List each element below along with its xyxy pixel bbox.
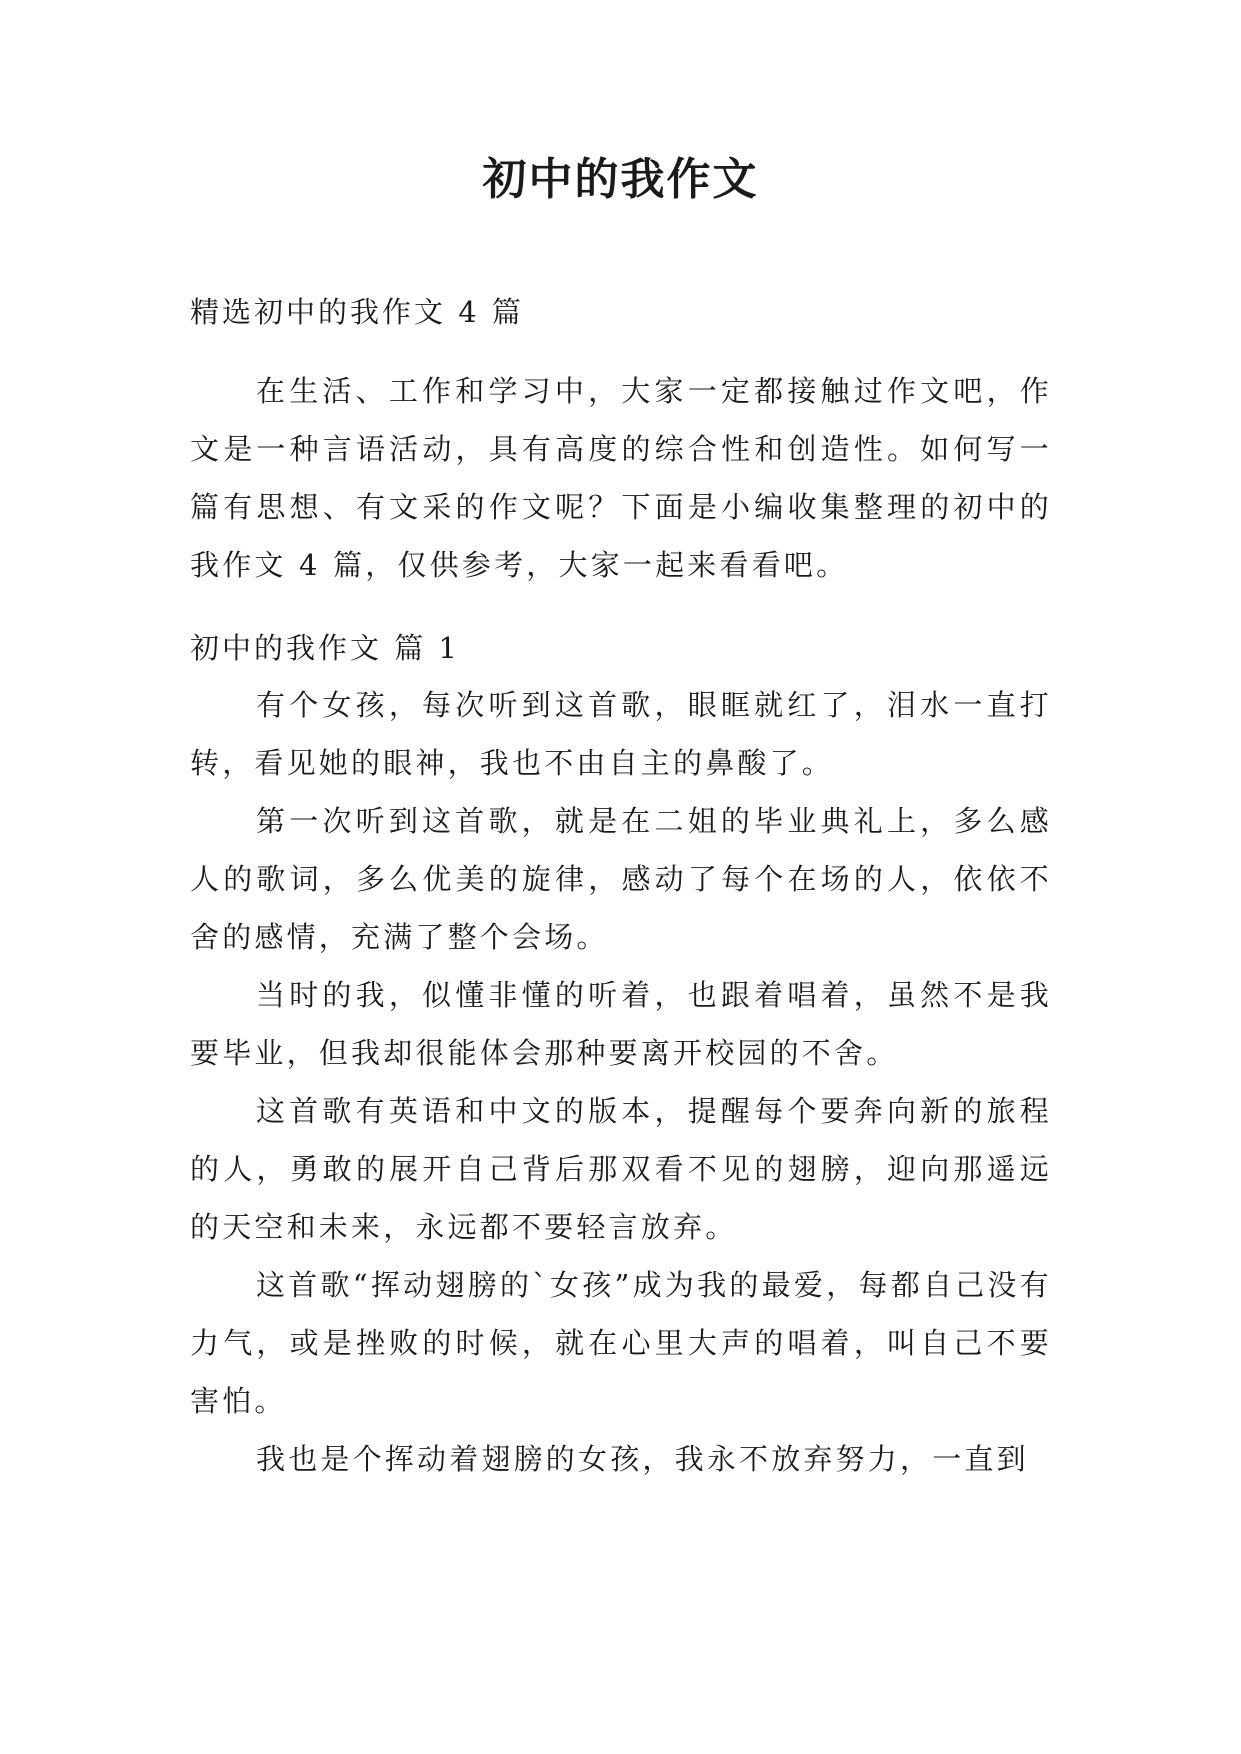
document-title: 初中的我作文 (482, 154, 759, 205)
document-subtitle: 精选初中的我作文 4 篇 (190, 295, 524, 329)
paragraph-4: 这首歌有英语和中文的版本，提醒每个要奔向新的旅程的人，勇敢的展开自己背后那双看不见的翅膀，迎向那遥远的天空和未来，永远都不要轻言放弃。 (190, 1094, 1052, 1244)
paragraph-6: 我也是个挥动着翅膀的女孩，我永不放弃努力，一直到 (256, 1442, 1029, 1476)
paragraph-5: 这首歌“挥动翅膀的`女孩”成为我的最爱，每都自己没有力气，或是挫败的时候，就在心里大声的唱着，叫自己不要害怕。 (190, 1268, 1052, 1418)
paragraph-2: 第一次听到这首歌，就是在二姐的毕业典礼上，多么感人的歌词，多么优美的旋律，感动了每个在场的人，依依不舍的感情，充满了整个会场。 (190, 804, 1052, 954)
paragraph-1: 有个女孩，每次听到这首歌，眼眶就红了，泪水一直打转，看见她的眼神，我也不由自主的鼻酸了。 (190, 688, 1052, 780)
intro-paragraph: 在生活、工作和学习中，大家一定都接触过作文吧，作文是一种言语活动，具有高度的综合性和创造性。如何写一篇有思想、有文采的作文呢？下面是小编收集整理的初中的我作文 4 篇，仅供参考，大家一起来看看吧。 (190, 374, 1052, 582)
paragraph-3: 当时的我，似懂非懂的听着，也跟着唱着，虽然不是我要毕业，但我却很能体会那种要离开校园的不舍。 (190, 978, 1052, 1070)
section-heading: 初中的我作文 篇 1 (190, 631, 460, 665)
